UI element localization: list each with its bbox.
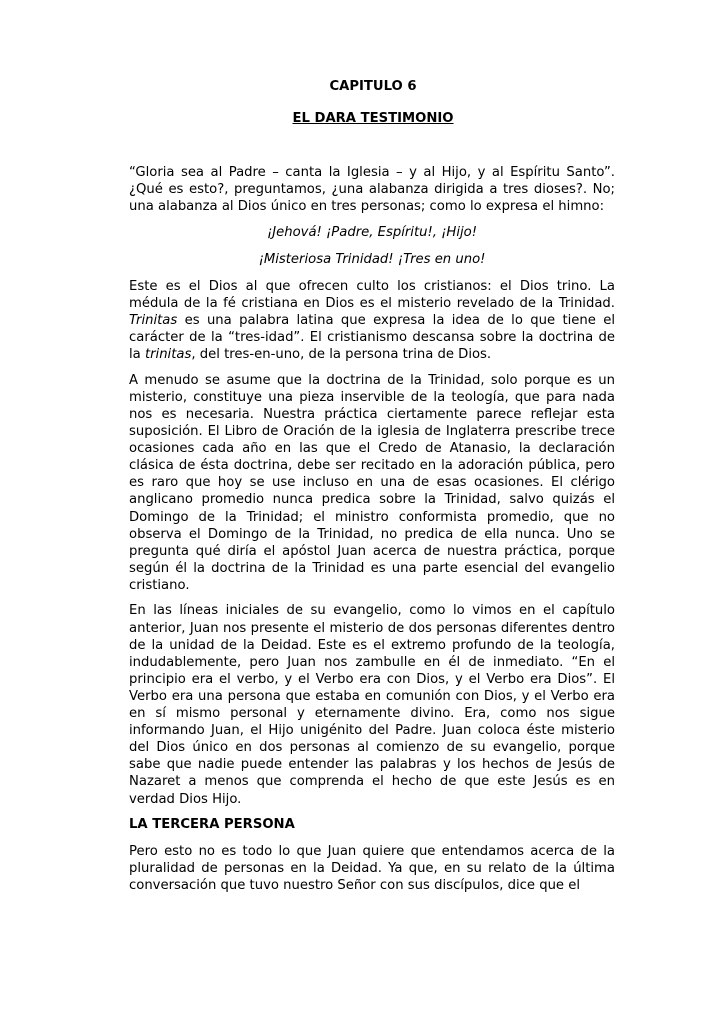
paragraph-2-emphasis-trinitas-lower: trinitas (144, 347, 192, 363)
document-page (129, 78, 615, 903)
paragraph-doctrine-practice: A menudo se asume que la doctrina de la Trinidad, solo porque es un misterio, constituye una pieza inservible de la teología, que para nada nos es necesaria. Nuestra práctica ciertamente parece reflejar esta suposición. El Libro de Oración de la iglesia de Inglaterra prescribe trece ocasiones cada año en las que el Credo de Atanasio, la declaración clásica de ésta doctrina, debe ser recitado en la adoración pública, pero es raro que hoy se use incluso en una de esas ocasiones. El clérigo anglicano promedio nunca predica sobre la Trinidad, salvo quizás el Domingo de la Trinidad; el ministro conformista promedio, que no observa el Domingo de la Trinidad, no predica de ella nunca. Uno se pregunta qué diría el apóstol Juan acerca de nuestra práctica, porque según él la doctrina de la Trinidad es una parte esencial del evangelio cristiano. (129, 372, 615, 593)
paragraph-2-emphasis-trinitas: Trinitas (129, 312, 178, 328)
paragraph-2-text-b: es una palabra latina que expresa la idea de lo que tiene el carácter de la “tres-idad”. El cristianismo descansa sobre la doctrina de la (129, 312, 615, 363)
hymn-line-1: ¡Jehová! ¡Padre, Espíritu!, ¡Hijo! (266, 224, 478, 240)
hymn-line-2: ¡Misteriosa Trinidad! ¡Tres en uno! (258, 251, 486, 267)
paragraph-2-text-c: , del tres-en-uno, de la persona trina de Dios. (191, 347, 492, 363)
paragraph-trinity-definition (129, 278, 615, 363)
paragraph-2-text-a: Este es el Dios al que ofrecen culto los cristianos: el Dios trino. La médula de la fé cristiana en Dios es el misterio revelado de la Trinidad. (129, 278, 615, 311)
paragraph-third-person: Pero esto no es todo lo que Juan quiere que entendamos acerca de la pluralidad de personas en la Deidad. Ya que, en su relato de la última conversación que tuvo nuestro Señor con sus discípulos, dice que el (129, 844, 615, 894)
chapter-label: CAPITULO 6 (329, 79, 417, 94)
section-heading: LA TERCERA PERSONA (129, 817, 295, 833)
intro-paragraph: “Gloria sea al Padre – canta la Iglesia – y al Hijo, y al Espíritu Santo”. ¿Qué es esto?, preguntamos, ¿una alabanza dirigida a tres dioses?. No; una alabanza al Dios único en tres personas; como lo expresa el himno: (129, 165, 615, 215)
chapter-title: EL DARA TESTIMONIO (292, 111, 454, 126)
paragraph-gospel-opening: En las líneas iniciales de su evangelio, como lo vimos en el capítulo anterior, Juan nos presente el misterio de dos personas diferentes dentro de la unidad de la Deidad. Este es el extremo profundo de la teología, indudablemente, pero Juan nos zambulle en él de inmediato. “En el principio era el verbo, y el Verbo era con Dios, y el Verbo era Dios”. El Verbo era una persona que estaba en comunión con Dios, y el Verbo era en sí mismo personal y eternamente divino. Era, como nos sigue informando Juan, el Hijo unigénito del Padre. Juan coloca éste misterio del Dios único en dos personas al comienzo de su evangelio, porque sabe que nadie puede entender las palabras y los hechos de Jesús de Nazaret a menos que comprenda el hecho de que este Jesús es en verdad Dios Hijo. (129, 603, 615, 807)
